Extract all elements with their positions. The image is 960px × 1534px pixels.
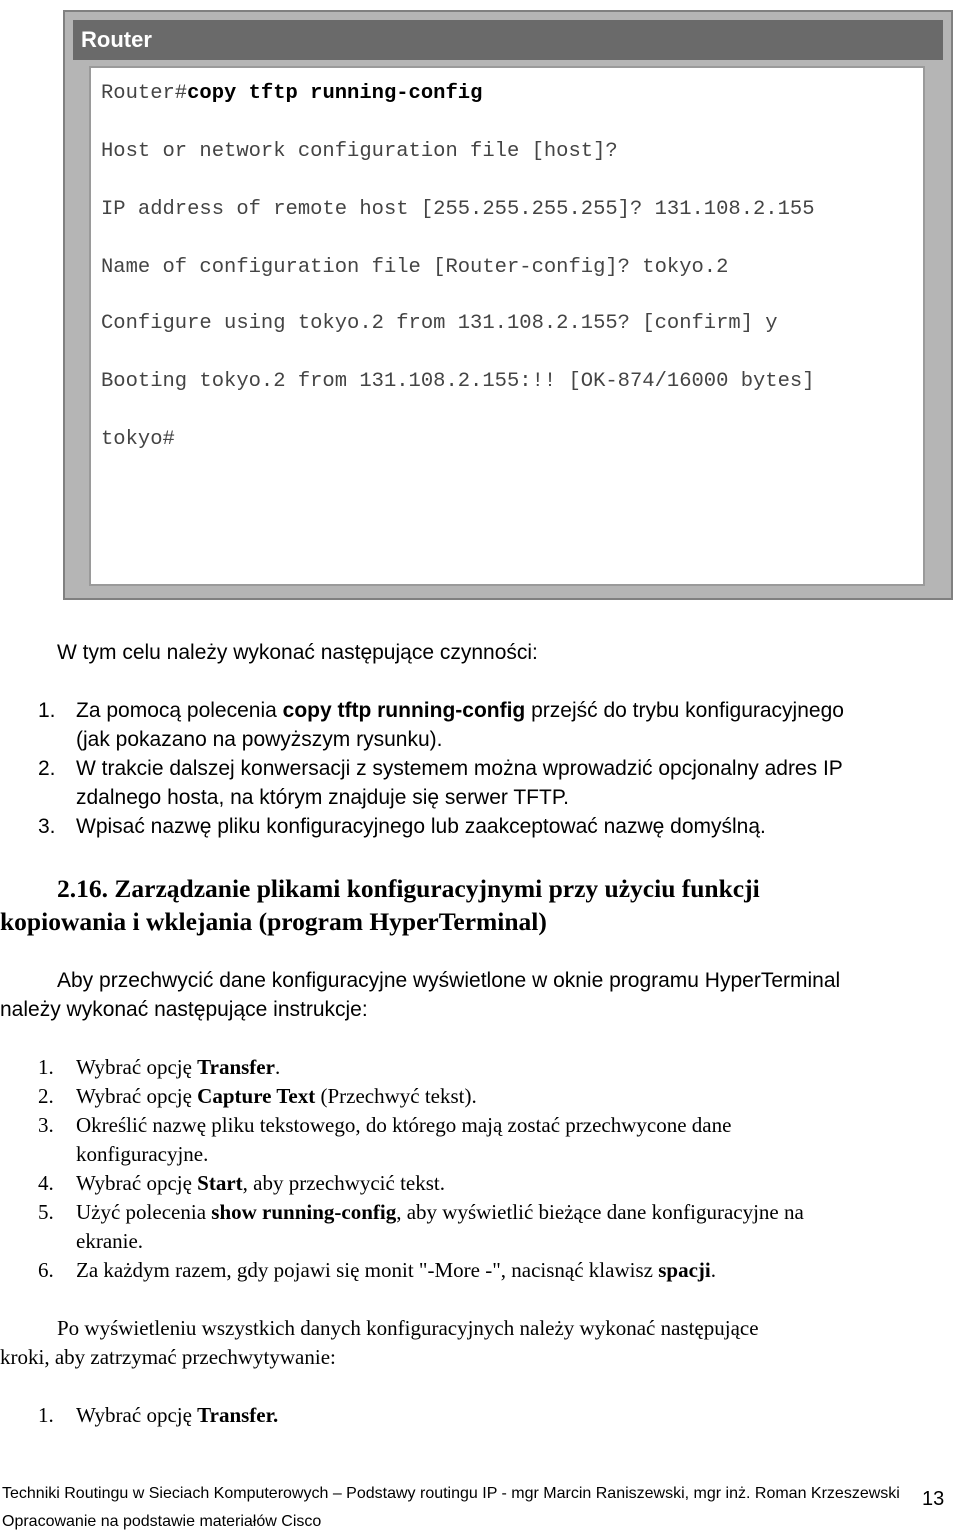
list-item: Wybrać opcję Transfer. <box>76 1055 281 1079</box>
paragraph: Po wyświetleniu wszystkich danych konfiguracyjnych należy wykonać następujące <box>57 1316 759 1340</box>
list-item: Wpisać nazwę pliku konfiguracyjnego lub zaakceptować nazwę domyślną. <box>76 815 766 838</box>
terminal-line: tokyo# <box>101 428 175 451</box>
list-number: 2. <box>38 757 56 780</box>
terminal-line: Name of configuration file [Router-config]? tokyo.2 <box>101 256 729 279</box>
router-titlebar <box>73 20 943 60</box>
list-item: W trakcie dalszej konwersacji z systemem można wprowadzić opcjonalny adres IP <box>76 757 843 780</box>
list-item-continuation: (jak pokazano na powyższym rysunku). <box>76 728 443 751</box>
paragraph-continuation: należy wykonać następujące instrukcje: <box>0 998 368 1021</box>
intro-text: W tym celu należy wykonać następujące czynności: <box>57 641 538 664</box>
list-item: Wybrać opcję Start, aby przechwycić tekst. <box>76 1171 446 1195</box>
paragraph: Aby przechwycić dane konfiguracyjne wyświetlone w oknie programu HyperTerminal <box>57 969 841 992</box>
list-item: Użyć polecenia show running-config, aby wyświetlić bieżące dane konfiguracyjne na <box>76 1200 804 1224</box>
list-item: Wybrać opcję Capture Text (Przechwyć tekst). <box>76 1084 477 1108</box>
page-number: 13 <box>922 1488 945 1510</box>
terminal-line: Configure using tokyo.2 from 131.108.2.155? [confirm] y <box>101 312 778 335</box>
footer-source: Opracowanie na podstawie materiałów Cisco <box>2 1513 322 1530</box>
list-item: Za pomocą polecenia copy tftp running-config przejść do trybu konfiguracyjnego <box>76 699 844 722</box>
router-window <box>63 10 953 600</box>
list-number: 4. <box>38 1171 54 1195</box>
list-number: 1. <box>38 1403 54 1427</box>
list-number: 6. <box>38 1258 54 1282</box>
list-item: Określić nazwę pliku tekstowego, do którego mają zostać przechwycone dane <box>76 1113 732 1137</box>
list-number: 3. <box>38 1113 54 1137</box>
list-number: 3. <box>38 815 56 838</box>
section-heading: 2.16. Zarządzanie plikami konfiguracyjnymi przy użyciu funkcji kopiowania i wklejania (program HyperTerminal) <box>0 874 760 936</box>
list-item: Wybrać opcję Transfer. <box>76 1403 279 1427</box>
terminal-output <box>89 66 925 586</box>
terminal-line: Host or network configuration file [host]? <box>101 140 618 163</box>
list-item-continuation: zdalnego hosta, na którym znajduje się serwer TFTP. <box>76 786 569 809</box>
list-number: 1. <box>38 699 56 722</box>
list-item-continuation: konfiguracyjne. <box>76 1142 209 1166</box>
terminal-line: Router#copy tftp running-config <box>101 82 483 105</box>
terminal-line: IP address of remote host [255.255.255.255]? 131.108.2.155 <box>101 198 815 221</box>
list-number: 5. <box>38 1200 54 1224</box>
terminal-line: Booting tokyo.2 from 131.108.2.155:!! [OK-874/16000 bytes] <box>101 370 815 393</box>
list-item: Za każdym razem, gdy pojawi się monit "-More -", nacisnąć klawisz spacji. <box>76 1258 716 1282</box>
footer-text: Techniki Routingu w Sieciach Komputerowych – Podstawy routingu IP - mgr Marcin Raniszewski, mgr inż. Roman Krzeszewski <box>2 1485 900 1502</box>
list-item-continuation: ekranie. <box>76 1229 144 1253</box>
list-number: 2. <box>38 1084 54 1108</box>
router-title: Router <box>81 27 152 52</box>
paragraph-continuation: kroki, aby zatrzymać przechwytywanie: <box>0 1345 336 1369</box>
list-number: 1. <box>38 1055 54 1079</box>
